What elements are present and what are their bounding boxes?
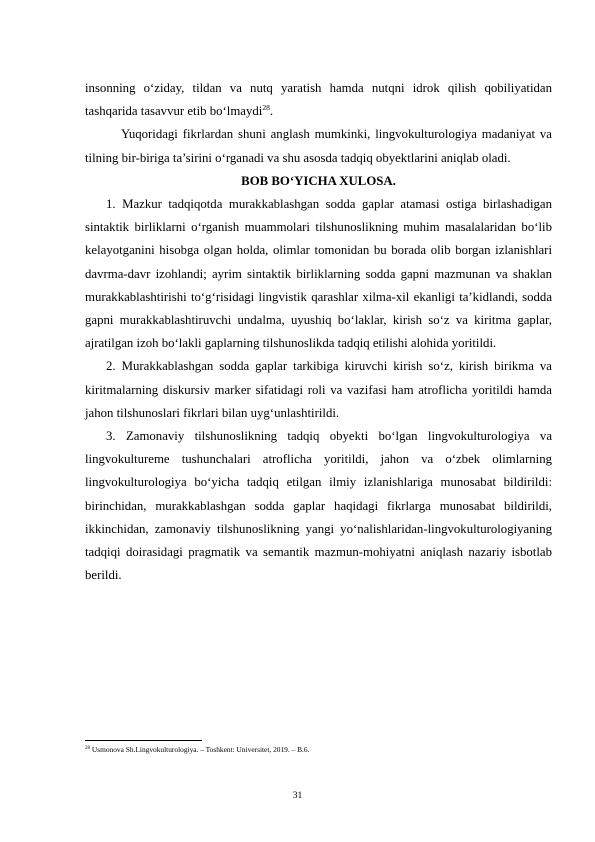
conclusion-item-1: 1. Mazkur tadqiqotda murakkablashgan sodda gaplar atamasi ostiga birlashadigan sintaktik birliklarni o‘rganish muammolari tilshunoslikning muhim masalalaridan bo‘lib kelayotganini hisobga olgan holda, olimlar tomonidan bu borada olib borgan izlanishlari davrma-davr izohlandi; ayrim sintaktik birliklarning sodda gapni mazmunan va shaklan murakkablashtirishi to‘g‘risidagi lingvistik qarashlar xilma-xil ekanligi ta’kidlandi, sodda gapni murakkablashtiruvchi undalma, uyushiq bo‘laklar, kirish so‘z va kiritma gaplar, ajratilgan izoh bo‘lakli gaplarning tilshunoslikda tadqiq etilishi alohida yoritildi. — [85, 197, 552, 351]
footnote-marker: 28 — [85, 746, 90, 751]
footnote — [85, 745, 552, 755]
footnote-text: Usmonova Sh.Lingvokulturologiya. – Toshkent: Universitet, 2019. – B.6. — [91, 745, 310, 754]
footnote-divider — [85, 740, 202, 741]
paragraph: Yuqoridagi fikrlardan shuni anglash mumkinki, lingvokulturologiya madaniyat va tilning bir-biriga ta’sirini o‘rganadi va shu asosda tadqiq obyektlarini aniqlab oladi. — [85, 127, 552, 165]
footnote-reference[interactable]: 28 — [262, 103, 270, 113]
paragraph-continuation — [85, 77, 552, 123]
body-text — [85, 77, 552, 587]
page-number: 31 — [292, 790, 303, 801]
conclusion-item-3: 3. Zamonaviy tilshunoslikning tadqiq obyekti bo‘lgan lingvokulturologiya va lingvokultureme tushunchalari atroflicha yoritildi, jahon va o‘zbek olimlarning lingvokulturologiya bo‘yicha tadqiq etilgan ilmiy izlanishlariga munosabat bildirildi: birinchidan, murakkablashgan sodda gaplar haqidagi fikrlarga munosabat bildirildi, ikkinchidan, zamonaviy tilshunoslikning yangi yo‘nalishlaridan-lingvokulturologiyaning tadqiqi doirasidagi pragmatik va semantik mazmun-mohiyatni aniqlash nazariy isbotlab berildi. — [85, 429, 552, 583]
section-heading: BOB BO‘YICHA XULOSA. — [241, 173, 396, 188]
conclusion-item-2: 2. Murakkablashgan sodda gaplar tarkibiga kiruvchi kirish so‘z, kirish birikma va kiritmalarning diskursiv marker sifatidagi roli va vazifasi ham atroflicha yoritildi hamda jahon tilshunoslari fikrlari bilan uyg‘unlashtirildi. — [85, 359, 552, 420]
paragraph-text: insonning o‘ziday, tildan va nutq yaratish hamda nutqni idrok qilish qobiliyatidan tashqarida tasavvur etib bo‘lmaydi — [85, 81, 552, 119]
paragraph-end: . — [269, 104, 274, 119]
